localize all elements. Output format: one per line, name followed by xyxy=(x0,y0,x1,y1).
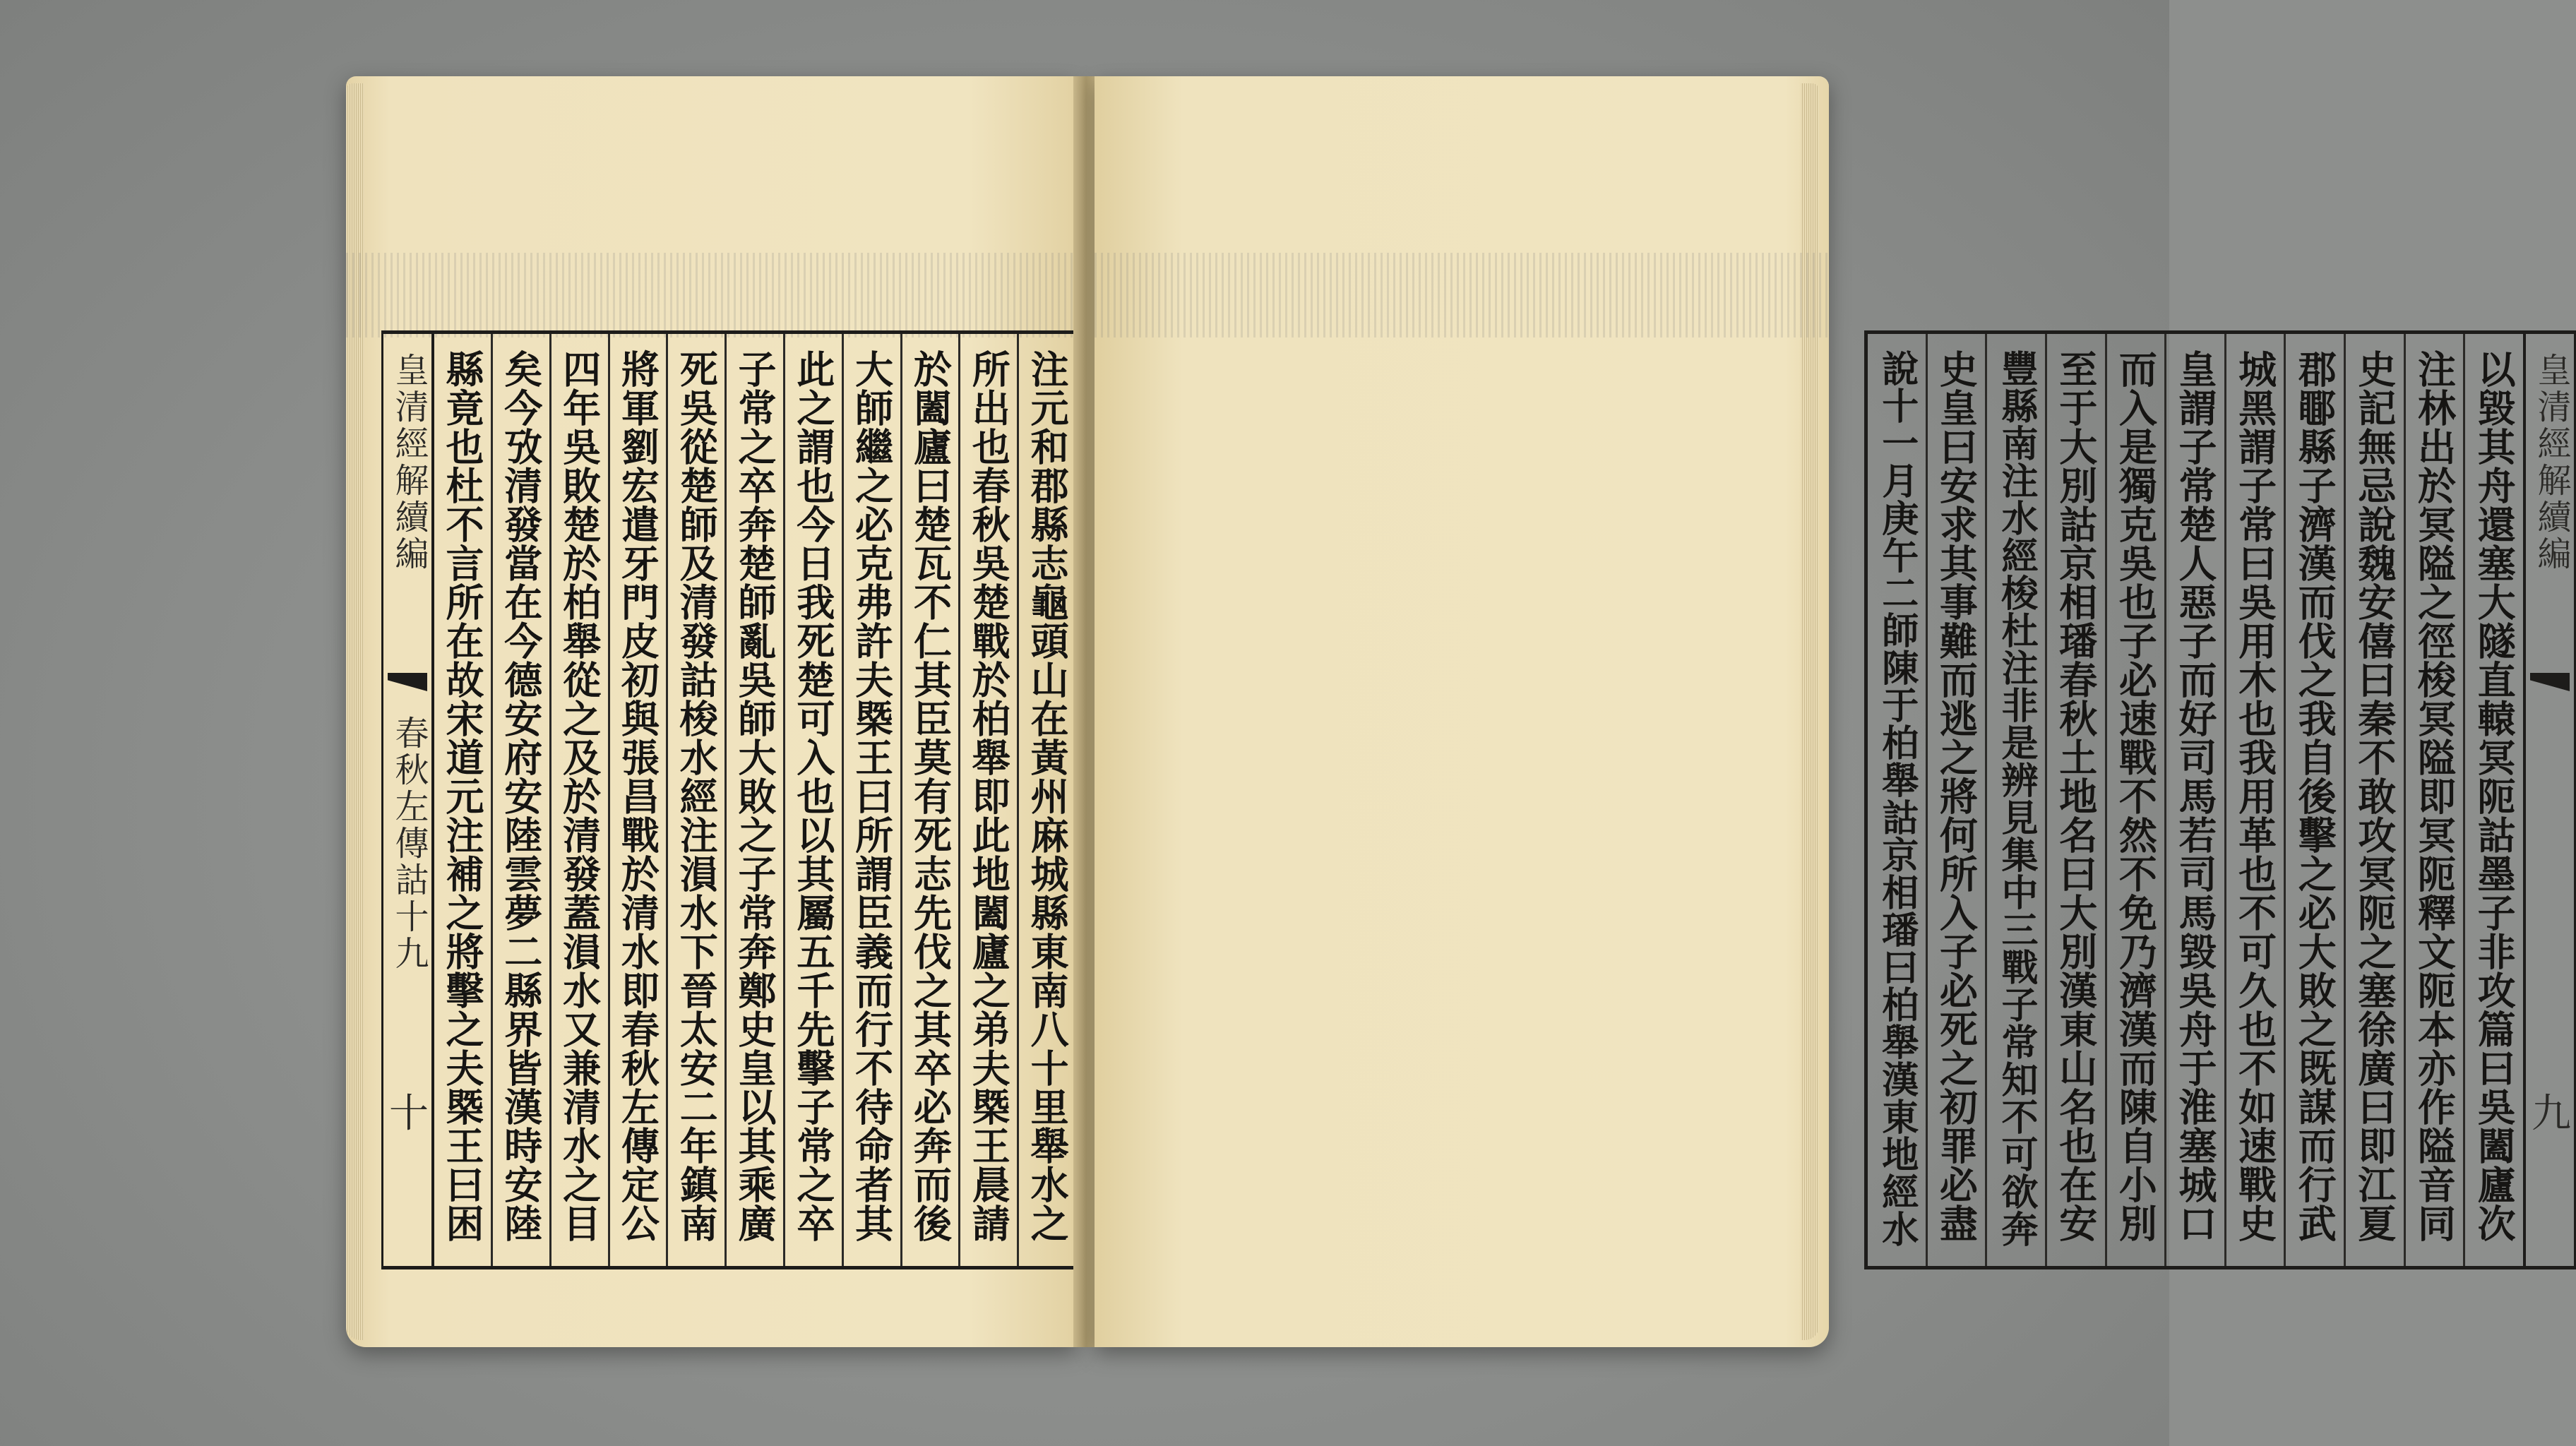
right-text-frame xyxy=(1864,330,2576,1269)
open-book xyxy=(332,76,2571,1361)
column-text: 於闔廬曰楚瓦不仁其臣莫有死志先伐之其卒必奔而後 xyxy=(907,349,953,1243)
right-columns xyxy=(1868,334,2523,1266)
left-text-frame xyxy=(381,330,1079,1269)
text-column xyxy=(2105,334,2165,1266)
column-text: 皇謂子常楚人惡子而好司馬若司馬毀吳舟于淮塞城口 xyxy=(2172,349,2218,1243)
text-column xyxy=(1926,334,1986,1266)
column-text: 此之謂也今日我死楚可入也以其屬五千先擊子常之卒 xyxy=(790,349,836,1243)
text-column xyxy=(1868,334,1926,1266)
left-banxin-section: 春秋左傳詁十九 xyxy=(389,715,429,972)
column-text: 矣今攷清發當在今德安府安陸雲夢二縣界皆漢時安陸 xyxy=(498,349,544,1243)
right-folio: 九 xyxy=(2532,1091,2571,1137)
column-text: 豐縣南注水經梭杜注非是辨見集中三戰子常知不可欲奔 xyxy=(1995,349,2039,1248)
column-text: 至于大別詁京相璠春秋土地名曰大別漢東山名也在安 xyxy=(2053,349,2099,1243)
text-column xyxy=(1017,334,1075,1266)
fish-tail-mark xyxy=(388,673,427,691)
text-column xyxy=(1985,334,2045,1266)
column-text: 注林出於冥隘之徑梭冥隘即冥阨釋文阨本亦作隘音同 xyxy=(2411,349,2457,1243)
text-column xyxy=(2344,334,2404,1266)
column-text: 郡鄳縣子濟漢而伐之我自後擊之必大敗之既謀而行武 xyxy=(2292,349,2338,1243)
text-column xyxy=(491,334,549,1266)
text-column xyxy=(2045,334,2105,1266)
text-column xyxy=(666,334,724,1266)
column-text: 以毀其舟還塞大隧直轅冥阨詁墨子非攻篇曰吳闔廬次 xyxy=(2471,349,2517,1243)
left-page xyxy=(346,76,1078,1347)
text-column xyxy=(549,334,608,1266)
text-column xyxy=(900,334,959,1266)
text-column xyxy=(2404,334,2464,1266)
text-column xyxy=(842,334,900,1266)
left-banxin xyxy=(383,334,434,1266)
column-text: 將軍劉宏遣牙門皮初與張昌戰於清水即春秋左傳定公 xyxy=(615,349,661,1243)
column-text: 所出也春秋吳楚戰於柏舉即此地闔廬之弟夫槩王晨請 xyxy=(966,349,1012,1243)
text-column xyxy=(608,334,667,1266)
column-text: 說十一月庚午二師陳于柏舉詁京相璠曰柏舉漢東地經水 xyxy=(1875,349,1919,1248)
text-column xyxy=(2463,334,2523,1266)
column-text: 注元和郡縣志龜頭山在黃州麻城縣東南八十里舉水之 xyxy=(1025,349,1071,1243)
text-column xyxy=(724,334,783,1266)
text-column xyxy=(783,334,842,1266)
bleed-through xyxy=(1095,253,1829,337)
left-folio: 十 xyxy=(389,1091,429,1137)
column-text: 城黑謂子常曰吳用木也我用革也不可久也不如速戰史 xyxy=(2232,349,2278,1243)
column-text: 大師繼之必克弗許夫槩王曰所謂臣義而行不待命者其 xyxy=(849,349,895,1243)
bleed-through xyxy=(346,253,1078,337)
right-page xyxy=(1095,76,2571,1347)
column-text: 縣竟也杜不言所在故宋道元注補之將擊之夫槩王曰困 xyxy=(439,349,485,1243)
left-banxin-title: 皇清經解續編 xyxy=(389,352,429,573)
right-banxin xyxy=(2523,334,2574,1266)
text-column xyxy=(2284,334,2344,1266)
column-text: 死吳從楚師及清發詁梭水經注溳水下晉太安二年鎮南 xyxy=(674,349,720,1243)
fish-tail-mark xyxy=(2530,673,2570,691)
column-text: 史記無忌說魏安僖曰秦不敢攻冥阨之塞徐廣曰即江夏 xyxy=(2351,349,2397,1243)
text-column xyxy=(434,334,491,1266)
column-text: 子常之卒奔楚師亂吳師大敗之子常奔鄭史皇以其乘廣 xyxy=(732,349,778,1243)
right-banxin-title: 皇清經解續編 xyxy=(2532,352,2571,573)
column-text: 史皇曰安求其事難而逃之將何所入子必死之初罪必盡 xyxy=(1933,349,1979,1243)
text-column xyxy=(958,334,1017,1266)
text-column xyxy=(2164,334,2224,1266)
column-text: 四年吳敗楚於柏舉從之及於清發蓋溳水又兼清水之目 xyxy=(556,349,602,1243)
text-column xyxy=(2224,334,2284,1266)
left-columns xyxy=(434,334,1075,1266)
column-text: 而入是獨克吳也子必速戰不然不免乃濟漢而陳自小別 xyxy=(2113,349,2159,1243)
